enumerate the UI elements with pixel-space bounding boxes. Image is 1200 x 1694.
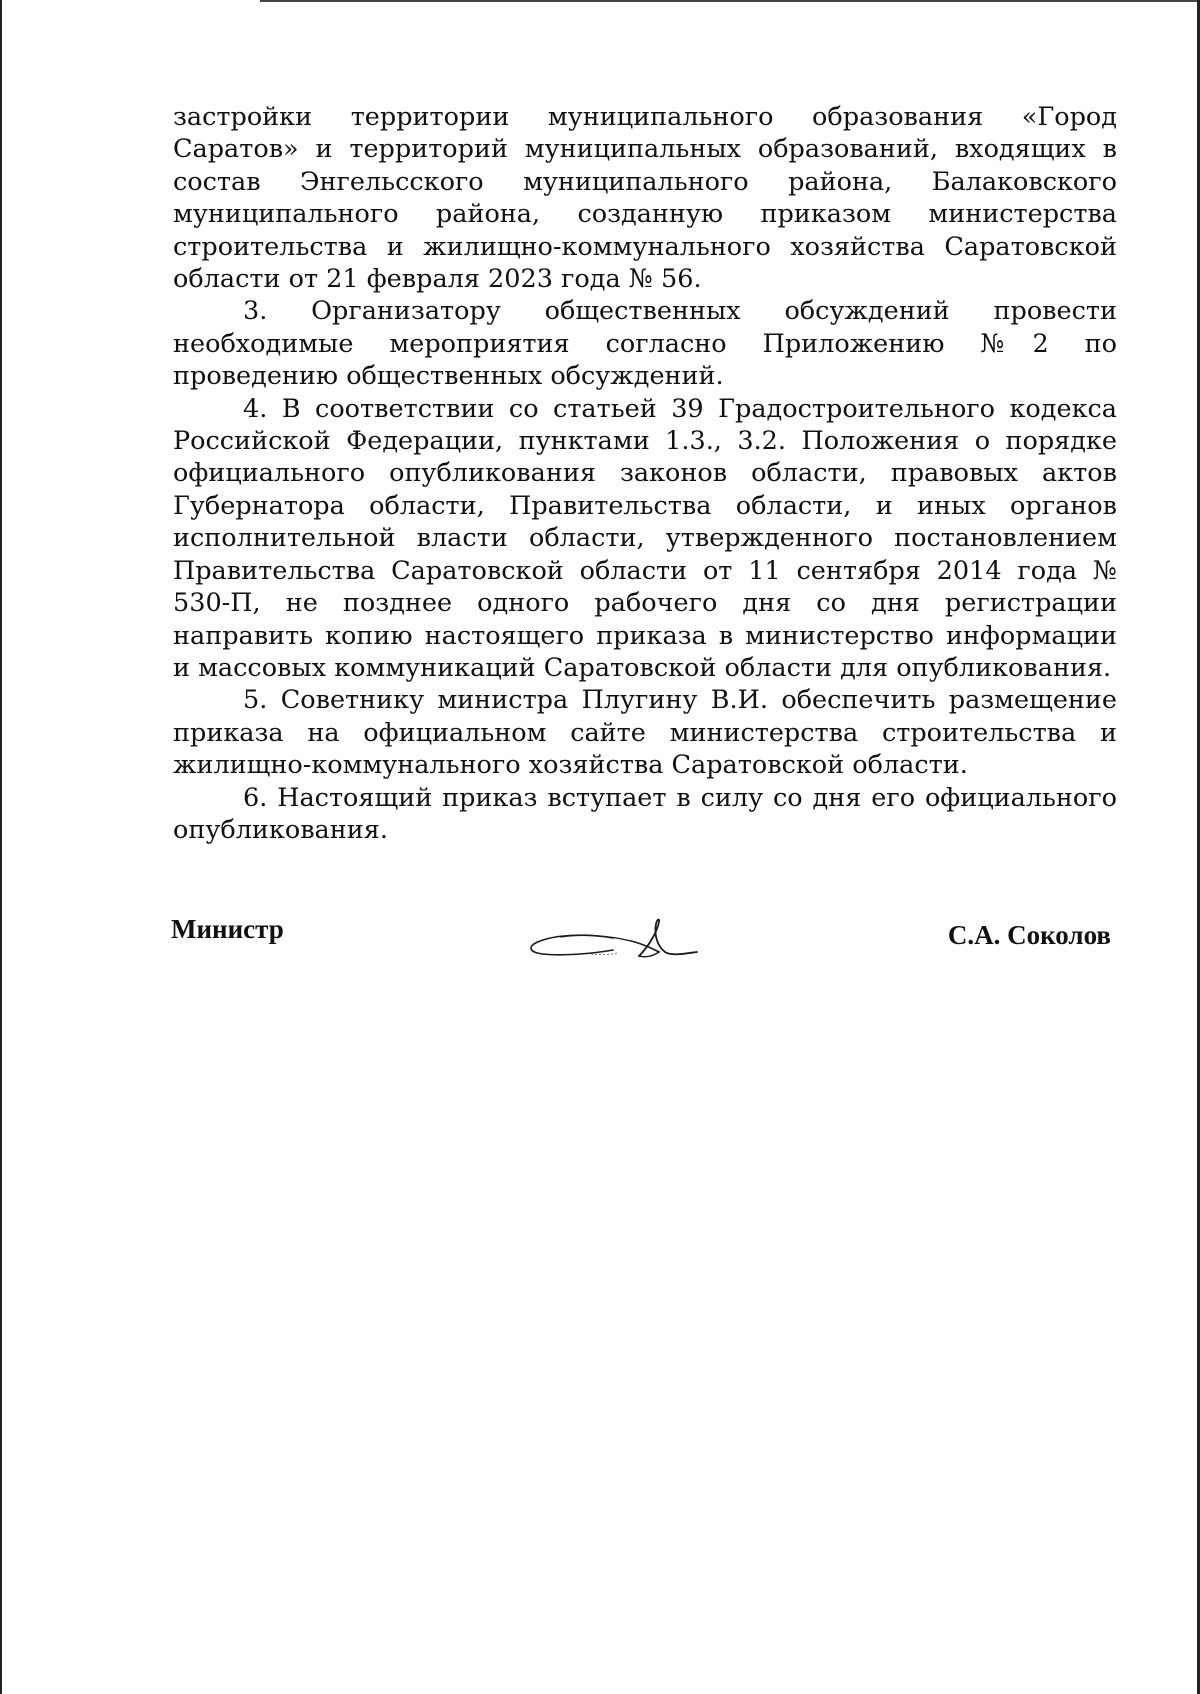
paragraph-item-5: 5. Советнику министра Плугину В.И. обеспечить размещение приказа на официальном сайте министерства строительства и жилищно-коммунального хозяйства Саратовской области. (173, 685, 1117, 781)
scan-edge-top (260, 0, 1200, 2)
handwritten-signature (521, 910, 721, 966)
signatory-name: С.А. Соколов (947, 920, 1111, 950)
signature-block (171, 910, 1111, 970)
paragraph-item-3: 3. Организатору общественных обсуждений провести необходимые мероприятия согласно Приложению №2 по проведению общественных обсуждений. (173, 296, 1117, 392)
document-body (173, 101, 1117, 846)
paragraph-item-4: 4. В соответствии со статьей 39 Градостроительного кодекса Российской Федерации, пунктами 1.3., 3.2. Положения о порядке официального опубликования законов области, правовых актов Губернатора области, Правительства области, и иных органов исполнительной власти области, утвержденного постановлением Правительства Саратовской области от 11 сентября 2014 года № 530-П, не позднее одного рабочего дня со дня регистрации направить копию настоящего приказа в министерство информации и массовых коммуникаций Саратовской области для опубликования. (173, 393, 1117, 683)
signatory-position: Министр (171, 914, 284, 944)
scan-edge-left (0, 0, 2, 1694)
paragraph-continuation: застройки территории муниципального образования «Город Саратов» и территорий муниципальных образований, входящих в состав Энгельсского муниципального района, Балаковского муниципального района, созданную приказом министерства строительства и жилищно-коммунального хозяйства Саратовской области от 21 февраля 2023 года № 56. (173, 102, 1117, 295)
paragraph-item-6: 6. Настоящий приказ вступает в силу со дня его официального опубликования. (173, 782, 1117, 845)
